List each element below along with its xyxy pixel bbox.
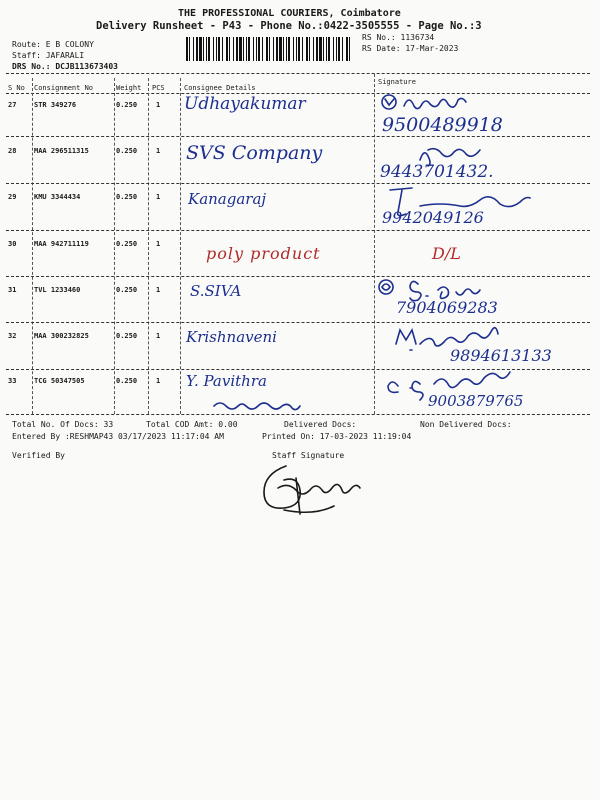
barcode-bar xyxy=(218,37,220,61)
barcode-bar xyxy=(273,37,274,61)
row-pcs: 1 xyxy=(156,240,161,248)
barcode-bar xyxy=(253,37,254,61)
barcode-bar xyxy=(309,37,310,61)
row-pcs: 1 xyxy=(156,193,161,201)
barcode-bar xyxy=(199,37,202,61)
barcode-bar xyxy=(346,37,348,61)
total-cod: Total COD Amt: 0.00 xyxy=(146,420,238,429)
row-consignee-handwritten: Udhayakumar xyxy=(184,94,306,114)
row-signature-note: 9003879765 xyxy=(428,392,524,410)
printed-on: Printed On: 17-03-2023 11:19:04 xyxy=(262,432,412,441)
verified-by-label: Verified By xyxy=(12,451,65,460)
row-consignment-no: KMU 3344434 xyxy=(34,193,81,201)
barcode-bar xyxy=(236,37,238,61)
col-divider xyxy=(180,78,181,414)
row-pcs: 1 xyxy=(156,332,161,340)
col-consignment: Consignment No xyxy=(34,84,94,92)
rs-number: RS No.: 1136734 xyxy=(362,33,435,42)
route-label: Route: E B COLONY xyxy=(12,40,94,49)
row-sno: 31 xyxy=(8,286,17,294)
delivered-docs: Delivered Docs: xyxy=(284,420,357,429)
barcode-bar xyxy=(248,37,250,61)
row-weight: 0.250 xyxy=(116,193,138,201)
barcode-bar xyxy=(326,37,327,61)
barcode-bar xyxy=(349,37,350,61)
barcode-bar xyxy=(213,37,214,61)
row-sno: 28 xyxy=(8,147,17,155)
row-pcs: 1 xyxy=(156,286,161,294)
row-consignee-handwritten: SVS Company xyxy=(186,142,323,164)
runsheet-title: Delivery Runsheet - P43 - Phone No.:0422-3505555 - Page No.:3 xyxy=(96,20,482,32)
barcode-bar xyxy=(342,37,343,61)
row-signature-note: 9942049126 xyxy=(382,208,484,227)
barcode-bar xyxy=(189,37,190,61)
barcode-bar xyxy=(283,37,284,61)
row-sno: 29 xyxy=(8,193,17,201)
col-sno: S No xyxy=(8,84,25,92)
row-divider xyxy=(6,276,590,277)
row-divider xyxy=(6,369,590,370)
barcode-bar xyxy=(246,37,247,61)
barcode-bar xyxy=(186,37,188,61)
row-weight: 0.250 xyxy=(116,101,138,109)
row-divider xyxy=(6,414,590,415)
row-signature-note: 9500489918 xyxy=(382,114,503,136)
barcode-bar xyxy=(269,37,270,61)
row-signature-note: 9443701432. xyxy=(380,162,494,182)
row-consignee-handwritten: poly product xyxy=(206,244,321,263)
barcode-bar xyxy=(196,37,198,61)
header-rule xyxy=(6,73,590,74)
row-sno: 32 xyxy=(8,332,17,340)
barcode-bar xyxy=(262,37,263,61)
barcode-bar xyxy=(239,37,242,61)
row-consignment-no: TCG 50347505 xyxy=(34,377,85,385)
barcode-bar xyxy=(338,37,340,61)
barcode-bar xyxy=(306,37,308,61)
barcode-bar xyxy=(296,37,297,61)
barcode-bar xyxy=(279,37,282,61)
barcode-bar xyxy=(319,37,322,61)
row-consignment-no: MAA 296511315 xyxy=(34,147,89,155)
row-signature-note: 9894613133 xyxy=(450,346,552,365)
row-divider xyxy=(6,183,590,184)
barcode-bar xyxy=(206,37,207,61)
barcode-bar xyxy=(229,37,230,61)
row-consignee-handwritten: Kanagaraj xyxy=(188,190,267,208)
barcode-bar xyxy=(216,37,217,61)
row-consignee-handwritten: S.SIVA xyxy=(190,282,242,300)
staff-label: Staff: JAFARALI xyxy=(12,51,85,60)
barcode-bar xyxy=(266,37,268,61)
row-consignment-no: MAA 942711119 xyxy=(34,240,89,248)
barcode-bar xyxy=(222,37,223,61)
staff-signature-label: Staff Signature xyxy=(272,451,345,460)
row-pcs: 1 xyxy=(156,101,161,109)
barcode-bar xyxy=(208,37,210,61)
row-pcs: 1 xyxy=(156,147,161,155)
row-sno: 27 xyxy=(8,101,17,109)
company-name: THE PROFESSIONAL COURIERS, Coimbatore xyxy=(178,8,401,19)
staff-signature-mark xyxy=(256,458,376,528)
row-sno: 30 xyxy=(8,240,17,248)
entered-by: Entered By :RESHMAP43 03/17/2023 11:17:04 AM xyxy=(12,432,224,441)
barcode-bar xyxy=(313,37,314,61)
row-consignment-no: TVL 1233460 xyxy=(34,286,81,294)
barcode-bar xyxy=(233,37,234,61)
barcode-bar xyxy=(333,37,334,61)
row-divider xyxy=(6,136,590,137)
row-divider xyxy=(6,230,590,231)
barcode-bar xyxy=(203,37,204,61)
drs-number: DRS No.: DCJB113673403 xyxy=(12,62,118,71)
col-consignee: Consignee Details xyxy=(184,84,256,92)
rs-date: RS Date: 17-Mar-2023 xyxy=(362,44,459,53)
col-weight: Weight xyxy=(116,84,142,92)
row-weight: 0.250 xyxy=(116,286,138,294)
row-pcs: 1 xyxy=(156,377,161,385)
row-consignee-handwritten: Y. Pavithra xyxy=(186,372,267,390)
barcode-bar xyxy=(323,37,324,61)
barcode-bar xyxy=(298,37,300,61)
barcode-bar xyxy=(226,37,228,61)
col-divider xyxy=(374,74,375,414)
barcode-bar xyxy=(193,37,194,61)
barcode-bar xyxy=(328,37,330,61)
barcode-bar xyxy=(276,37,278,61)
barcode-bar xyxy=(288,37,290,61)
row-signature-note: 7904069283 xyxy=(396,298,498,317)
col-divider xyxy=(32,78,33,414)
row-weight: 0.250 xyxy=(116,377,138,385)
barcode-bar xyxy=(316,37,318,61)
row-divider xyxy=(6,322,590,323)
barcode-bar xyxy=(258,37,260,61)
barcode-bar xyxy=(256,37,257,61)
row-sno: 33 xyxy=(8,377,17,385)
row-consignee-handwritten: Krishnaveni xyxy=(186,328,277,346)
barcode-bar xyxy=(243,37,244,61)
barcode xyxy=(186,37,354,61)
row-weight: 0.250 xyxy=(116,332,138,340)
non-delivered-docs: Non Delivered Docs: xyxy=(420,420,512,429)
col-divider xyxy=(148,78,149,414)
row-signature-note: D/L xyxy=(432,244,461,263)
barcode-bar xyxy=(336,37,337,61)
total-docs: Total No. Of Docs: 33 xyxy=(12,420,114,429)
row-consignment-no: MAA 300232825 xyxy=(34,332,89,340)
col-signature: Signature xyxy=(378,78,416,86)
col-divider xyxy=(114,78,115,414)
row-weight: 0.250 xyxy=(116,240,138,248)
barcode-bar xyxy=(286,37,287,61)
col-pcs: PCS xyxy=(152,84,165,92)
row-consignment-no: STR 349276 xyxy=(34,101,77,109)
row-weight: 0.250 xyxy=(116,147,138,155)
barcode-bar xyxy=(293,37,294,61)
barcode-bar xyxy=(302,37,303,61)
